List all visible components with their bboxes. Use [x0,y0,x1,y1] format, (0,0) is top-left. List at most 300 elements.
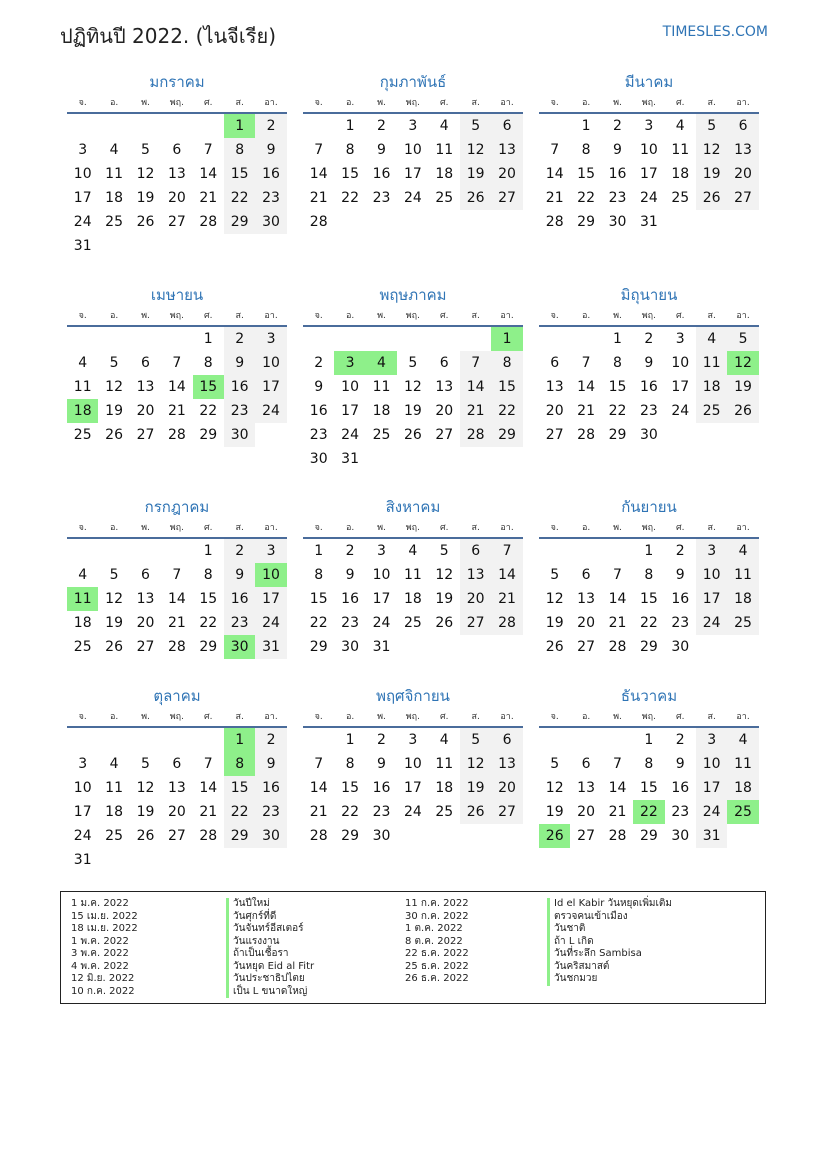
day-cell: 10 [403,142,422,158]
day-cell: 22 [199,615,218,631]
day-cell: 8 [345,756,355,772]
day-cell: 28 [460,423,491,447]
weekday-label: อา. [500,712,514,722]
day-cell: 7 [581,355,591,371]
day-cell: 13 [460,563,491,587]
day-cell: 21 [199,190,218,206]
day-cell: 1 [581,118,591,134]
weekday-header [303,94,523,114]
day-grid [539,728,759,848]
legend-date: 22 ธ.ค. 2022 [405,948,469,959]
day-cell: 9 [255,752,286,776]
weekday-label: พ. [141,98,150,108]
day-cell: 5 [550,567,560,583]
day-cell: 2 [644,331,654,347]
month-name: สิงหาคม [385,498,441,516]
day-cell: 8 [644,756,654,772]
day-grid [303,327,523,471]
legend-date: 26 ธ.ค. 2022 [405,973,469,984]
month-block [539,70,759,234]
empty-cell [98,327,129,351]
empty-cell [602,539,633,563]
holiday-day-cell: 1 [224,728,255,752]
day-cell: 9 [377,142,386,158]
day-cell: 18 [696,375,727,399]
day-cell: 5 [696,114,727,138]
day-cell: 6 [550,355,560,371]
day-cell: 14 [309,780,328,796]
month-block [303,495,523,659]
legend-date: 18 เม.ย. 2022 [71,923,138,934]
empty-cell [570,728,601,752]
empty-cell [460,327,491,351]
day-cell: 20 [577,804,595,820]
legend-holiday-name: ถ้า L เกิด [554,935,594,947]
day-cell: 25 [435,190,454,206]
day-cell: 31 [639,214,658,230]
day-cell: 31 [73,238,92,254]
legend-date: 30 ก.ค. 2022 [405,910,469,922]
day-cell: 11 [372,379,391,395]
day-cell: 27 [577,639,595,655]
day-cell: 27 [491,186,522,210]
day-cell: 8 [203,567,213,583]
day-cell: 18 [73,615,92,631]
day-cell: 4 [675,118,685,134]
legend-names-col1 [226,898,393,998]
day-cell: 19 [460,162,491,186]
legend-holiday-name: เป็น L ขนาดใหญ่ [233,985,308,997]
day-cell: 10 [73,166,92,182]
weekday-label: อ. [581,523,591,533]
legend-date: 15 เม.ย. 2022 [71,910,138,922]
weekday-label: พฤ. [641,712,656,722]
empty-cell [539,539,570,563]
day-cell: 8 [224,138,255,162]
weekday-label: พฤ. [405,311,420,321]
day-cell: 18 [435,166,454,182]
empty-cell [130,539,161,563]
month-block [539,283,759,447]
day-cell: 30 [341,639,359,655]
legend-date: 25 ธ.ค. 2022 [405,960,469,972]
day-cell: 30 [309,451,328,467]
day-cell: 17 [696,587,727,611]
weekday-label: ศ. [439,98,449,108]
day-cell: 8 [581,142,591,158]
day-cell: 1 [644,732,654,748]
day-grid [303,114,523,234]
day-cell: 10 [341,379,359,395]
day-cell: 14 [199,166,218,182]
day-cell: 25 [73,639,92,655]
month-name: พฤษภาคม [379,286,447,304]
day-cell: 23 [671,804,690,820]
day-cell: 13 [136,379,155,395]
day-cell: 20 [136,615,155,631]
day-cell: 22 [224,800,255,824]
empty-cell [397,327,428,351]
month-block [303,283,523,471]
day-cell: 31 [696,824,727,848]
day-cell: 27 [460,611,491,635]
day-cell: 7 [314,756,324,772]
day-cell: 4 [78,355,88,371]
day-cell: 16 [671,591,690,607]
day-cell: 9 [675,567,685,583]
weekday-header [67,708,287,728]
day-cell: 23 [639,403,658,419]
holiday-day-cell: 1 [491,327,522,351]
month-block [539,495,759,659]
day-cell: 4 [78,567,88,583]
legend-holiday-name: ถ้าเป็นเชื้อรา [233,948,289,959]
day-cell: 7 [550,142,560,158]
day-cell: 15 [577,166,595,182]
day-cell: 23 [341,615,359,631]
day-cell: 22 [639,615,658,631]
day-cell: 28 [608,828,627,844]
day-cell: 3 [408,732,418,748]
day-cell: 20 [167,190,186,206]
day-cell: 21 [460,399,491,423]
day-cell: 6 [491,728,522,752]
day-cell: 26 [105,639,123,655]
weekday-label: อ. [345,523,355,533]
day-cell: 13 [491,752,522,776]
day-cell: 24 [403,804,422,820]
day-cell: 9 [644,355,654,371]
month-block [67,283,287,447]
weekday-header [67,519,287,539]
day-cell: 23 [608,190,627,206]
day-cell: 24 [73,214,92,230]
day-cell: 19 [136,804,155,820]
day-cell: 4 [109,142,119,158]
day-cell: 13 [167,780,186,796]
weekday-label: อา. [736,523,750,533]
day-cell: 6 [581,756,591,772]
day-cell: 30 [255,824,286,848]
day-cell: 2 [613,118,622,134]
day-cell: 24 [639,190,658,206]
empty-cell [67,539,98,563]
holiday-legend [60,891,766,1004]
day-cell: 12 [545,780,564,796]
day-cell: 11 [435,142,454,158]
month-name: กุมภาพันธ์ [379,73,447,91]
month-name: ตุลาคม [153,687,201,705]
weekday-label: อา. [736,98,750,108]
day-cell: 21 [577,403,595,419]
day-cell: 3 [644,118,654,134]
legend-date: 1 ต.ค. 2022 [405,923,463,934]
empty-cell [570,327,601,351]
day-cell: 22 [224,186,255,210]
day-cell: 17 [255,587,286,611]
day-cell: 18 [435,780,454,796]
day-cell: 1 [613,331,622,347]
month-name: ธันวาคม [620,687,678,705]
weekday-label: พฤ. [641,311,656,321]
day-cell: 9 [613,142,622,158]
day-cell: 1 [314,543,324,559]
empty-cell [67,114,98,138]
day-cell: 12 [435,567,454,583]
month-block [303,70,523,234]
day-cell: 7 [613,756,622,772]
weekday-label: พ. [377,523,386,533]
day-cell: 7 [203,756,213,772]
empty-cell [303,114,334,138]
day-cell: 17 [255,375,286,399]
day-cell: 9 [314,379,324,395]
day-cell: 8 [644,567,654,583]
weekday-label: จ. [550,523,559,533]
day-cell: 17 [73,190,92,206]
day-cell: 10 [639,142,658,158]
day-cell: 16 [255,162,286,186]
day-cell: 2 [224,539,255,563]
day-cell: 17 [73,804,92,820]
day-cell: 6 [727,114,758,138]
holiday-day-cell: 22 [633,800,664,824]
day-cell: 15 [639,780,658,796]
legend-holiday-name: วันชาติ [554,923,586,934]
weekday-label: ศ. [675,98,685,108]
empty-cell [98,539,129,563]
day-cell: 13 [577,591,595,607]
day-cell: 23 [224,611,255,635]
empty-cell [161,728,192,752]
weekday-label: จ. [78,523,87,533]
day-cell: 19 [105,615,123,631]
day-cell: 2 [675,543,685,559]
day-cell: 23 [372,804,391,820]
day-cell: 29 [577,214,595,230]
day-cell: 2 [345,543,355,559]
day-cell: 11 [671,142,690,158]
day-cell: 18 [403,591,422,607]
day-cell: 23 [309,427,328,443]
day-cell: 14 [608,591,627,607]
day-cell: 24 [255,611,286,635]
month-name: พฤศจิกายน [376,687,450,705]
day-cell: 27 [435,427,454,443]
day-cell: 28 [167,639,186,655]
day-cell: 21 [167,403,186,419]
legend-holiday-name: Id el Kabir วันหยุดเพิ่มเติม [554,898,673,909]
day-grid [303,539,523,659]
day-cell: 15 [639,591,658,607]
weekday-label: พ. [613,712,622,722]
day-cell: 3 [377,543,386,559]
day-cell: 2 [377,118,386,134]
empty-cell [303,728,334,752]
day-cell: 9 [377,756,386,772]
day-cell: 9 [224,563,255,587]
day-cell: 28 [167,427,186,443]
day-cell: 20 [491,776,522,800]
empty-cell [98,114,129,138]
day-cell: 14 [167,379,186,395]
day-cell: 13 [491,138,522,162]
day-cell: 20 [545,403,564,419]
day-cell: 13 [727,138,758,162]
day-cell: 23 [255,800,286,824]
legend-holiday-name: วันคริสมาสต์ [554,960,610,972]
day-cell: 16 [639,379,658,395]
legend-date: 3 พ.ค. 2022 [71,948,129,959]
weekday-label: พฤ. [405,523,420,533]
day-cell: 22 [309,615,328,631]
day-cell: 22 [199,403,218,419]
day-cell: 7 [314,142,324,158]
legend-names-col2 [547,898,714,986]
weekday-label: พฤ. [405,98,420,108]
day-cell: 10 [255,351,286,375]
legend-date: 11 ก.ค. 2022 [405,898,469,909]
day-cell: 6 [172,142,182,158]
weekday-label: ศ. [675,311,685,321]
day-cell: 15 [224,162,255,186]
weekday-label: ศ. [203,712,213,722]
legend-date: 12 มิ.ย. 2022 [71,973,135,984]
day-cell: 10 [73,780,92,796]
day-cell: 27 [136,639,155,655]
weekday-label: อ. [345,712,355,722]
day-cell: 21 [608,615,627,631]
day-cell: 15 [309,591,328,607]
day-cell: 17 [403,780,422,796]
day-cell: 30 [639,427,658,443]
empty-cell [67,728,98,752]
weekday-label: อา. [500,311,514,321]
day-cell: 30 [224,423,255,447]
legend-holiday-name: วันประชาธิปไตย [233,973,305,984]
day-cell: 12 [105,591,123,607]
empty-cell [130,114,161,138]
day-cell: 27 [577,828,595,844]
day-cell: 29 [224,824,255,848]
day-cell: 23 [671,615,690,631]
day-cell: 16 [224,587,255,611]
day-cell: 18 [372,403,391,419]
day-cell: 21 [309,804,328,820]
day-cell: 24 [696,800,727,824]
day-cell: 29 [309,639,328,655]
weekday-label: ศ. [203,98,213,108]
weekday-label: พ. [377,98,386,108]
day-cell: 7 [460,351,491,375]
day-cell: 2 [255,114,286,138]
day-cell: 2 [255,728,286,752]
day-cell: 9 [255,138,286,162]
day-grid [303,728,523,848]
day-cell: 2 [675,732,685,748]
day-cell: 26 [105,427,123,443]
weekday-label: ส. [707,712,716,722]
empty-cell [98,728,129,752]
day-cell: 28 [309,828,328,844]
day-grid [539,539,759,659]
weekday-label: พ. [141,523,150,533]
day-cell: 19 [403,403,422,419]
day-cell: 21 [608,804,627,820]
weekday-label: อ. [109,98,119,108]
day-cell: 12 [136,166,155,182]
day-cell: 5 [727,327,758,351]
day-cell: 25 [372,427,391,443]
day-cell: 14 [577,379,595,395]
day-cell: 3 [408,118,418,134]
day-cell: 29 [341,828,359,844]
month-block [539,684,759,848]
day-cell: 16 [341,591,359,607]
day-cell: 30 [255,210,286,234]
holiday-day-cell: 18 [67,399,98,423]
day-cell: 16 [372,780,391,796]
weekday-label: พ. [613,311,622,321]
month-name: กรกฎาคม [144,498,210,516]
day-cell: 6 [141,355,150,371]
day-cell: 5 [141,756,150,772]
weekday-label: พฤ. [169,712,184,722]
day-cell: 15 [608,379,627,395]
day-cell: 4 [408,543,418,559]
weekday-label: พ. [141,712,150,722]
day-cell: 11 [727,563,758,587]
day-cell: 28 [199,828,218,844]
day-cell: 27 [136,427,155,443]
day-cell: 13 [435,379,454,395]
day-cell: 19 [545,615,564,631]
weekday-label: อา. [264,712,278,722]
day-cell: 19 [727,375,758,399]
weekday-label: อ. [345,98,355,108]
day-cell: 14 [491,563,522,587]
empty-cell [303,327,334,351]
month-block [67,495,287,659]
day-cell: 5 [408,355,418,371]
day-cell: 24 [73,828,92,844]
day-grid [67,539,287,659]
day-cell: 10 [372,567,391,583]
day-cell: 25 [403,615,422,631]
day-cell: 31 [341,451,359,467]
weekday-label: พฤ. [169,523,184,533]
day-cell: 8 [345,142,355,158]
day-cell: 23 [372,190,391,206]
weekday-label: ส. [471,523,480,533]
weekday-label: ส. [471,311,480,321]
weekday-header [303,307,523,327]
day-cell: 5 [141,142,150,158]
day-cell: 26 [545,639,564,655]
legend-date: 10 ก.ค. 2022 [71,985,135,997]
site-link[interactable]: TIMESLES.COM [662,24,768,40]
weekday-label: จ. [314,523,323,533]
month-block [67,684,287,872]
day-grid [539,114,759,234]
day-cell: 21 [309,190,328,206]
weekday-label: ส. [707,311,716,321]
day-cell: 31 [73,852,92,868]
weekday-label: ศ. [675,712,685,722]
day-cell: 5 [460,728,491,752]
day-cell: 1 [203,543,213,559]
holiday-day-cell: 10 [255,563,286,587]
